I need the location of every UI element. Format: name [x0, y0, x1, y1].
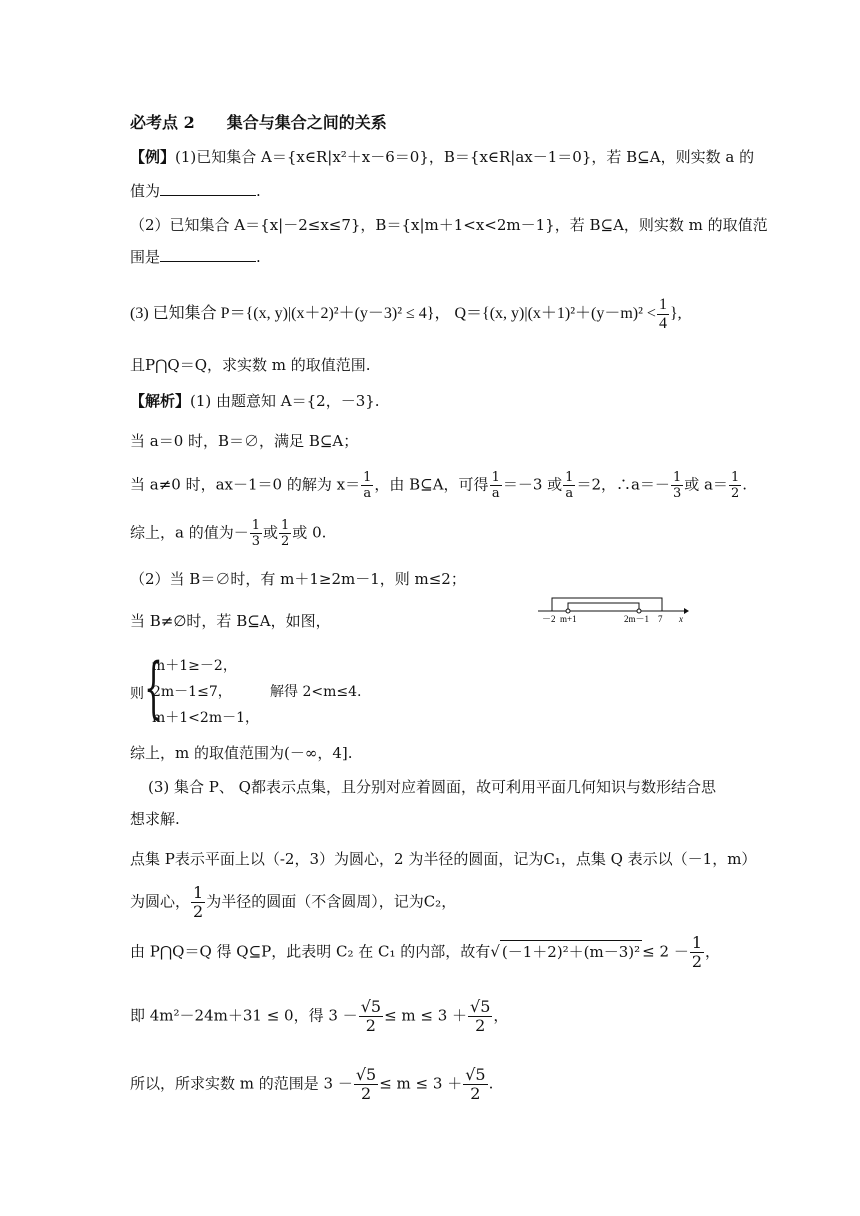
fraction: $\frac{1}{2}$	[193, 883, 204, 921]
example-q2-line2: 围是 .	[130, 248, 261, 266]
solution-line4: 综上，a 的值为－ $\frac{1}{3}$ 或 $\frac{1}{2}$ 或 0.	[130, 518, 327, 549]
label-2m-minus-1: 2m－1	[624, 614, 650, 624]
fraction: $\frac{1}{2}$	[691, 933, 703, 971]
solution-line6: 当 B≠∅时，若 B⊆A，如图，	[130, 612, 331, 630]
solution-line9: 点集 P表示平面上以（-2，3）为圆心，2 为半径的圆面，记为C₁，点集 Q 表示以（－1，m）	[130, 850, 757, 868]
solution-line3: 当 a≠0 时，ax－1＝0 的解为 x＝ $\frac{1}{a}$ ，由 B⊆A，可得 $\frac{1}{a}$ ＝－3 或 $\frac{1}{a}$ ＝2，∴a＝－ $\frac{1}{3}$ 或 a＝ $\frac{1}{2}$ .	[130, 470, 747, 501]
solution-line2: 当 a＝0 时，B＝∅，满足 B⊆A；	[130, 432, 359, 450]
fraction: $\frac{1}{a}$	[491, 470, 500, 501]
fraction: $\frac{1}{2}$	[730, 470, 740, 501]
answer-blank	[160, 247, 256, 262]
answer-blank	[160, 181, 256, 196]
solution-label: 【解析】	[130, 392, 191, 410]
example-q3-line1: (3) 已知集合 P＝{(x, y)|(x＋2)²＋(y－3)² ≤ 4}， Q＝{(x, y)|(x＋1)²＋(y－m)² < $\frac{1}{4}$ },	[130, 296, 682, 332]
fraction: $\frac{√5}{2}$	[355, 1065, 377, 1103]
axis-arrow	[684, 608, 689, 614]
fraction: $\frac{√5}{2}$	[465, 1065, 486, 1103]
label-m-plus-1: m+1	[560, 614, 577, 624]
solution-line5: （2）当 B＝∅时，有 m＋1≥2m－1，则 m≤2；	[130, 570, 466, 588]
fraction: $\frac{1}{2}$	[281, 518, 290, 549]
fraction: $\frac{1}{4}$	[658, 296, 667, 332]
solution-line7: 综上，m 的取值范围为(－∞，4].	[130, 744, 353, 762]
label-7: 7	[658, 614, 663, 624]
fraction: $\frac{1}{3}$	[251, 518, 260, 549]
open-point-left	[566, 609, 570, 613]
fraction: $\frac{1}{a}$	[565, 470, 574, 501]
solution-line8b: 想求解.	[130, 810, 180, 828]
set-B-bracket	[568, 603, 639, 611]
example-q1-line1: 【例】(1)已知集合 A＝{x∈R|x²＋x－6＝0}，B＝{x∈R|ax－1＝0}，若 B⊆A，则实数 a 的	[130, 148, 755, 166]
solution-line9b: 为圆心， $\frac{1}{2}$ 为半径的圆面（不含圆周），记为C₂，	[130, 883, 457, 921]
example-label: 【例】	[130, 148, 176, 166]
brace: {	[144, 649, 163, 726]
fraction: $\frac{1}{3}$	[672, 470, 682, 501]
solution-line10: 由 P⋂Q＝Q 得 Q⊆P，此表明 C₂ 在 C₁ 的内部，故有√ (－1＋2)²＋(m－3)² ≤ 2 － $\frac{1}{2}$ ，	[130, 933, 721, 971]
document-page: 必考点 2 集合与集合之间的关系 【例】(1)已知集合 A＝{x∈R|x²＋x－6＝0}，B＝{x∈R|ax－1＝0}，若 B⊆A，则实数 a 的 值为 . （2）已知集合 A＝{x|－2≤x≤7}，B＝{x|m＋1<x<2m－1}，若 B⊆A，则实数 m 的取值范 围是 . (3) 已知集合 P＝{(x, y)|(x＋2)²＋(y－3)² ≤ 4}， Q＝{(x, y)|(x＋1)²＋(y－m)² < $\frac{1}{4}$ }, 且P⋂Q＝Q，求实数 m 的取值范围. 【解析】(1) 由题意知 A＝{2，－3}. 当 a＝0 时，B＝∅，满足 B⊆A； 当 a≠0 时，ax－1＝0 的解为 x＝ $\frac{1}{a}$ ，由 B⊆A，可得 $\frac{1}{a}$ ＝－3 或 $\frac{1}{a}$ ＝2，∴a＝－ $\frac{1}{3}$ 或 a＝ $\frac{1}{2}$ . 综上，a 的值为－ $\frac{1}{3}$ 或 $\frac{1}{2}$ 或 0. （2）当 B＝∅时，有 m＋1≥2m－1，则 m≤2； 当 B≠∅时，若 B⊆A，如图， －2 m+1 2m－1 7 x 则 { m＋1≥－2， 2m－1≤7， m＋1<2m－1， 解得 2<m≤4. 综上，m 的取值范围为(－∞，4]. (3) 集合 P、 Q都表示点集，且分别对应着圆面，故可利用平面几何知识与数形结合思 想求解. 点集 P表示平面上以（-2，3）为圆心，2 为半径的圆面，记为C₁，点集 Q 表示以（－1，m） 为圆心， $\frac{1}{2}$ 为半径的圆面（不含圆周），记为C₂， 由 P⋂Q＝Q 得 Q⊆P，此表明 C₂ 在 C₁ 的内部，故有√ (－1＋2)²＋(m－3)² ≤ 2 － $\frac{1}{2}$ ， 即 4m²－24m＋31 ≤ 0，得 3 － $\frac{√5}{2}$ ≤ m ≤ 3 ＋ $\frac{√5}{2}$ ， 所以，所求实数 m 的范围是 3 － $\frac{√5}{2}$ ≤ m ≤ 3 ＋ $\frac{√5}{2}$ .	[130, 113, 768, 1103]
number-line-figure	[536, 594, 692, 624]
example-q3-line2: 且P⋂Q＝Q，求实数 m 的取值范围.	[130, 356, 371, 374]
section-title: 必考点 2 集合与集合之间的关系	[130, 113, 387, 132]
fraction: $\frac{√5}{2}$	[470, 997, 491, 1035]
fraction: $\frac{√5}{2}$	[360, 997, 382, 1035]
solution-line8: (3) 集合 P、 Q都表示点集，且分别对应着圆面，故可利用平面几何知识与数形结合思	[148, 778, 716, 796]
example-q2-line1: （2）已知集合 A＝{x|－2≤x≤7}，B＝{x|m＋1<x<2m－1}，若 B⊆A，则实数 m 的取值范	[130, 216, 768, 234]
open-point-right	[637, 609, 641, 613]
solution-line1: 【解析】(1) 由题意知 A＝{2，－3}.	[130, 392, 380, 410]
solution-line11: 即 4m²－24m＋31 ≤ 0，得 3 － $\frac{√5}{2}$ ≤ m ≤ 3 ＋ $\frac{√5}{2}$ ，	[130, 997, 509, 1035]
solution-line12: 所以，所求实数 m 的范围是 3 － $\frac{√5}{2}$ ≤ m ≤ 3 ＋ $\frac{√5}{2}$ .	[130, 1065, 494, 1103]
example-q1-line2: 值为 .	[130, 182, 261, 200]
fraction: $\frac{1}{a}$	[363, 470, 372, 501]
label-minus2: －2	[542, 614, 556, 624]
label-x: x	[679, 614, 683, 624]
